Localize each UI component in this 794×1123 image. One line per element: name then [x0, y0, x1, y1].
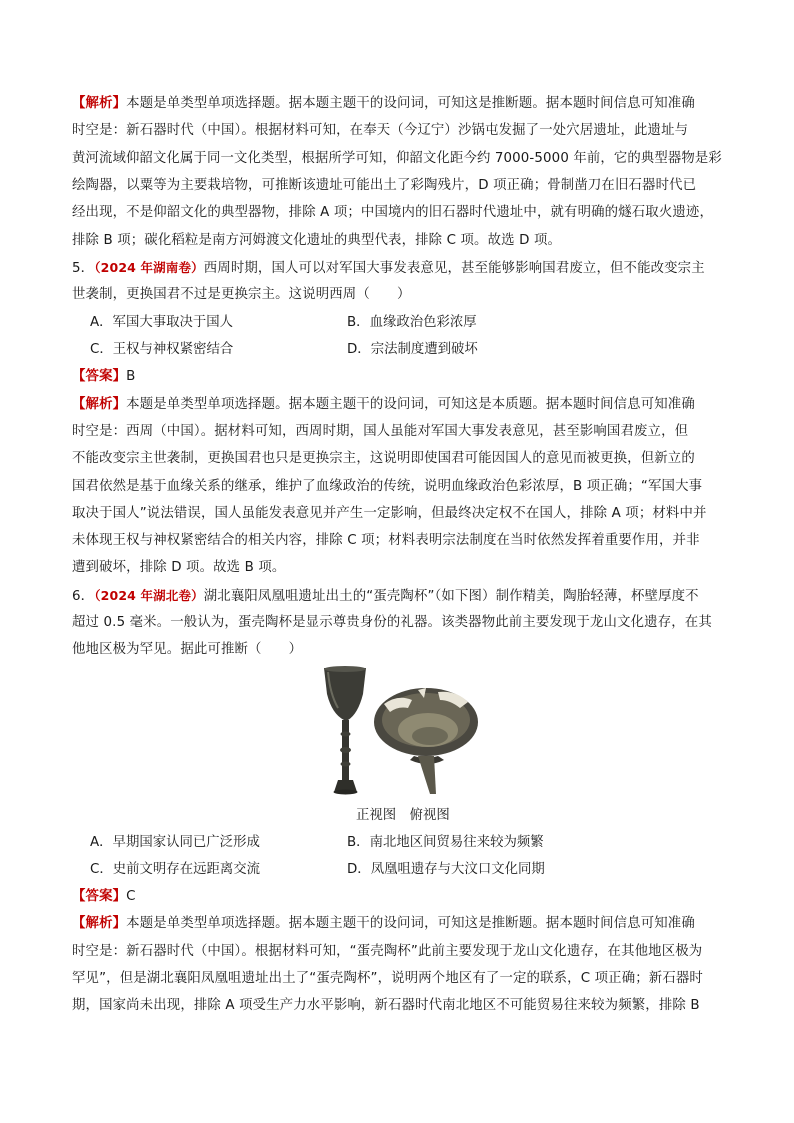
cup-top-view — [374, 688, 478, 794]
analysis-line: 取决于国人”说法错误，国人虽能发表意见并产生一定影响，但最终决定权不在国人，排除 A 项；材料中并 — [72, 506, 707, 521]
question-number: 5． — [72, 261, 95, 276]
analysis-line: 国君依然是基于血缘关系的继承，维护了血缘政治的传统，说明血缘政治色彩浓厚，B 项正确；“军国大事 — [72, 479, 703, 494]
option-d: D．凤凰咀遗存与大汶口文化同期 — [347, 862, 545, 877]
figure-caption: 正视图 俯视图 — [356, 808, 450, 823]
question-5-stem-line: 世袭制，更换国君不过是更换宗主。这说明西周（ ） — [72, 287, 411, 302]
analysis-line: 绘陶器，以粟等为主要栽培物，可推断该遗址可能出土了彩陶残片，D 项正确；骨制凿刀在旧石器时代已 — [72, 178, 697, 193]
analysis-line: 排除 B 项；碳化稻粒是南方河姆渡文化遗址的典型代表，排除 C 项。故选 D 项。 — [72, 233, 562, 248]
analysis-line: 遭到破坏，排除 D 项。故选 B 项。 — [72, 560, 286, 575]
analysis-tag: 【解析】 — [72, 397, 127, 412]
analysis-tag: 【解析】 — [72, 96, 127, 111]
option-a: A．军国大事取决于国人 — [90, 315, 234, 330]
analysis-line: 罕见”，但是湖北襄阳凤凰咀遗址出土了“蛋壳陶杯”，说明两个地区有了一定的联系，C 项正确；新石器时 — [72, 971, 703, 986]
analysis-line: 【解析】本题是单类型单项选择题。据本题主题干的设问词，可知这是推断题。据本题时间信息可知准确 — [72, 96, 695, 111]
option-b: B．南北地区间贸易往来较为频繁 — [347, 835, 544, 850]
option-b: B．血缘政治色彩浓厚 — [347, 315, 477, 330]
answer-value: C — [126, 889, 136, 904]
analysis-line: 时空是：新石器时代（中国）。根据材料可知，在奉天（今辽宁）沙锅屯发掘了一处穴居遗址，此遗址与 — [72, 123, 689, 138]
analysis-line: 时空是：新石器时代（中国）。根据材料可知，“蛋壳陶杯”此前主要发现于龙山文化遗存，在其他地区极为 — [72, 944, 703, 959]
answer-line — [72, 367, 136, 387]
analysis-line: 不能改变宗主世袭制，更换国君也只是更换宗主，这说明即使国君可能因国人的意见而被更换，但新立的 — [72, 451, 695, 466]
analysis-line: 期，国家尚未出现，排除 A 项受生产力水平影响，新石器时代南北地区不可能贸易往来较为频繁，排除 B — [72, 998, 700, 1013]
analysis-line: 黄河流域仰韶文化属于同一文化类型，根据所学可知，仰韶文化距今约 7000-5000 年前，它的典型器物是彩 — [72, 151, 722, 166]
cup-front-view — [324, 666, 366, 795]
answer-tag: 【答案】 — [72, 889, 127, 904]
question-number: 6． — [72, 589, 95, 604]
question-5-stem: 5．（2024 年湖南卷）西周时期，国人可以对军国大事发表意见，甚至能够影响国君废立，但不能改变宗主 — [72, 260, 705, 276]
option-a: A．早期国家认同已广泛形成 — [90, 835, 260, 850]
eggshell-cup-figure — [318, 664, 482, 796]
answer-value: B — [126, 369, 136, 384]
analysis-line: 经出现，不是仰韶文化的典型器物，排除 A 项；中国境内的旧石器时代遗址中，就有明确的燧石取火遗迹， — [72, 205, 713, 220]
answer-line — [72, 887, 136, 907]
question-6-stem-line: 超过 0.5 毫米。一般认为，蛋壳陶杯是显示尊贵身份的礼器。该类器物此前主要发现于龙山文化遗存，在其 — [72, 615, 712, 630]
analysis-line: 【解析】本题是单类型单项选择题。据本题主题干的设问词，可知这是推断题。据本题时间信息可知准确 — [72, 916, 695, 931]
analysis-line: 未体现王权与神权紧密结合的相关内容，排除 C 项；材料表明宗法制度在当时依然发挥着重要作用，并非 — [72, 533, 700, 548]
question-source: （2024 年湖北卷） — [94, 588, 204, 603]
answer-tag: 【答案】 — [72, 369, 127, 384]
option-c: C．王权与神权紧密结合 — [90, 342, 234, 357]
analysis-line: 时空是：西周（中国）。据材料可知，西周时期，国人虽能对军国大事发表意见，甚至影响国君废立，但 — [72, 424, 689, 439]
option-d: D．宗法制度遭到破坏 — [347, 342, 478, 357]
question-6-stem: 6．（2024 年湖北卷）湖北襄阳凤凰咀遗址出土的“蛋壳陶杯”（如下图）制作精美，陶胎轻薄，杯壁厚度不 — [72, 588, 699, 604]
option-c: C．史前文明存在远距离交流 — [90, 862, 261, 877]
analysis-tag: 【解析】 — [72, 916, 127, 931]
question-6-stem-line: 他地区极为罕见。据此可推断（ ） — [72, 642, 303, 657]
analysis-line: 【解析】本题是单类型单项选择题。据本题主题干的设问词，可知这是本质题。据本题时间信息可知准确 — [72, 397, 695, 412]
question-source: （2024 年湖南卷） — [94, 260, 204, 275]
